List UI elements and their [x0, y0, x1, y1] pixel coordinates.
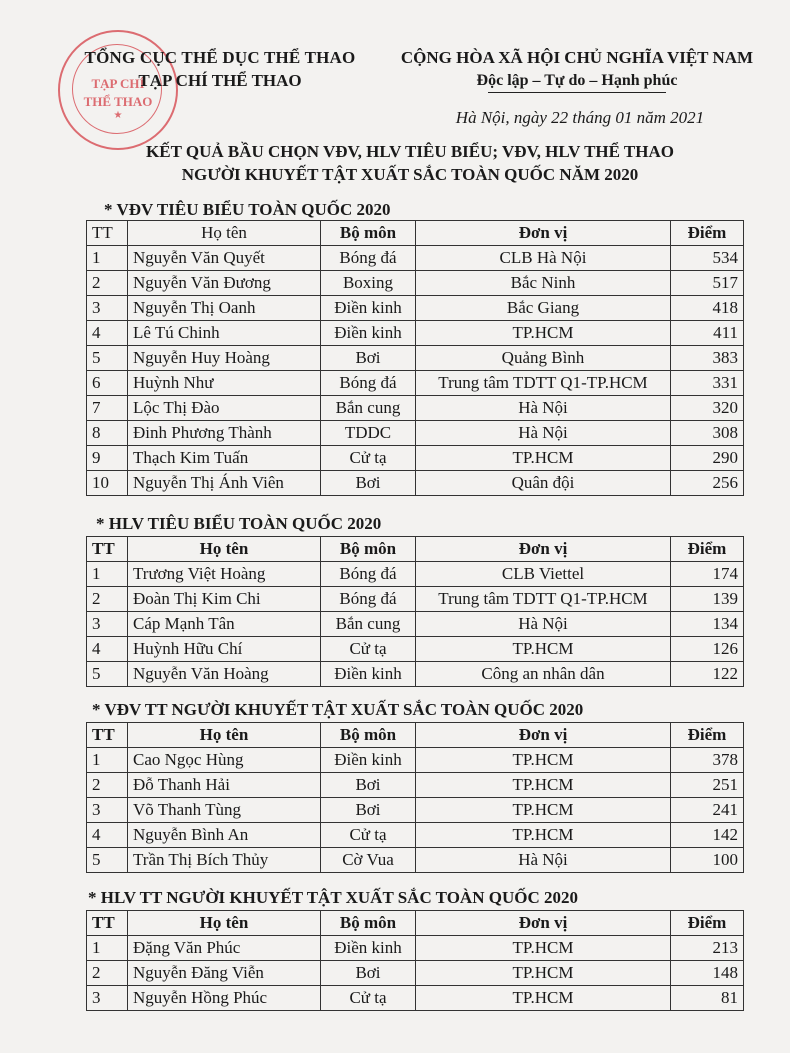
- row-number: 7: [87, 396, 128, 421]
- unit-cell: Hà Nội: [416, 421, 671, 446]
- row-number: 6: [87, 371, 128, 396]
- sport-cell: Điền kinh: [321, 662, 416, 687]
- row-number: 2: [87, 961, 128, 986]
- points-cell: 174: [671, 562, 744, 587]
- section-title-coaches: * HLV TIÊU BIỂU TOÀN QUỐC 2020: [96, 514, 382, 533]
- table-header-row: [87, 537, 744, 562]
- table-header-row: [87, 723, 744, 748]
- magazine-name: TẠP CHÍ THỂ THAO: [138, 71, 302, 90]
- sport-cell: Điền kinh: [321, 936, 416, 961]
- row-number: 3: [87, 296, 128, 321]
- person-name: Lê Tú Chinh: [128, 321, 321, 346]
- person-name: Nguyễn Bình An: [128, 823, 321, 848]
- points-cell: 331: [671, 371, 744, 396]
- person-name: Nguyễn Thị Oanh: [128, 296, 321, 321]
- section-title-disabled-coaches: * HLV TT NGƯỜI KHUYẾT TẬT XUẤT SẮC TOÀN QUỐC 2020: [88, 888, 578, 907]
- table-row: [87, 321, 744, 346]
- sport-cell: Bóng đá: [321, 562, 416, 587]
- row-number: 9: [87, 446, 128, 471]
- sport-cell: TDDC: [321, 421, 416, 446]
- sport-cell: Bắn cung: [321, 612, 416, 637]
- points-cell: 139: [671, 587, 744, 612]
- stamp-line2: THỂ THAO: [83, 94, 153, 109]
- table-row: [87, 936, 744, 961]
- table-row: [87, 562, 744, 587]
- row-number: 4: [87, 321, 128, 346]
- table-row: [87, 748, 744, 773]
- points-cell: 142: [671, 823, 744, 848]
- national-motto: Độc lập – Tự do – Hạnh phúc: [476, 72, 678, 89]
- row-number: 3: [87, 986, 128, 1011]
- col-unit: Đơn vị: [416, 911, 671, 936]
- row-number: 5: [87, 662, 128, 687]
- coaches-table: [86, 536, 744, 687]
- points-cell: 418: [671, 296, 744, 321]
- unit-cell: Hà Nội: [416, 396, 671, 421]
- col-unit: Đơn vị: [416, 221, 671, 246]
- points-cell: 290: [671, 446, 744, 471]
- sport-cell: Cử tạ: [321, 986, 416, 1011]
- table-row: [87, 296, 744, 321]
- table-header-row: [87, 911, 744, 936]
- person-name: Nguyễn Huy Hoàng: [128, 346, 321, 371]
- table-row: [87, 798, 744, 823]
- person-name: Nguyễn Văn Đương: [128, 271, 321, 296]
- points-cell: 122: [671, 662, 744, 687]
- sport-cell: Bóng đá: [321, 246, 416, 271]
- sport-cell: Điền kinh: [321, 296, 416, 321]
- section-title-disabled-athletes: * VĐV TT NGƯỜI KHUYẾT TẬT XUẤT SẮC TOÀN QUỐC 2020: [92, 700, 584, 719]
- sport-cell: Bơi: [321, 773, 416, 798]
- unit-cell: TP.HCM: [416, 748, 671, 773]
- row-number: 2: [87, 587, 128, 612]
- table-row: [87, 271, 744, 296]
- unit-cell: CLB Hà Nội: [416, 246, 671, 271]
- person-name: Thạch Kim Tuấn: [128, 446, 321, 471]
- table-row: [87, 773, 744, 798]
- table-row: [87, 986, 744, 1011]
- points-cell: 148: [671, 961, 744, 986]
- table-header-row: [87, 221, 744, 246]
- person-name: Trần Thị Bích Thủy: [128, 848, 321, 873]
- col-sport: Bộ môn: [321, 537, 416, 562]
- unit-cell: Hà Nội: [416, 612, 671, 637]
- sport-cell: Cử tạ: [321, 446, 416, 471]
- row-number: 8: [87, 421, 128, 446]
- points-cell: 411: [671, 321, 744, 346]
- points-cell: 256: [671, 471, 744, 496]
- col-tt: TT: [87, 911, 128, 936]
- col-points: Điểm: [671, 221, 744, 246]
- table-row: [87, 823, 744, 848]
- unit-cell: Trung tâm TDTT Q1-TP.HCM: [416, 587, 671, 612]
- person-name: Đinh Phương Thành: [128, 421, 321, 446]
- row-number: 5: [87, 848, 128, 873]
- table-row: [87, 587, 744, 612]
- table-row: [87, 471, 744, 496]
- agency-name: TỔNG CỤC THỂ DỤC THỂ THAO: [84, 48, 356, 67]
- points-cell: 213: [671, 936, 744, 961]
- col-tt: TT: [87, 723, 128, 748]
- col-unit: Đơn vị: [416, 537, 671, 562]
- unit-cell: CLB Viettel: [416, 562, 671, 587]
- points-cell: 126: [671, 637, 744, 662]
- sport-cell: Bơi: [321, 961, 416, 986]
- col-points: Điểm: [671, 911, 744, 936]
- issuer-header: [60, 48, 380, 91]
- document-date: Hà Nội, ngày 22 tháng 01 năm 2021: [455, 108, 705, 127]
- row-number: 2: [87, 773, 128, 798]
- person-name: Cao Ngọc Hùng: [128, 748, 321, 773]
- row-number: 1: [87, 562, 128, 587]
- col-points: Điểm: [671, 537, 744, 562]
- col-sport: Bộ môn: [321, 723, 416, 748]
- person-name: Đỗ Thanh Hải: [128, 773, 321, 798]
- points-cell: 308: [671, 421, 744, 446]
- unit-cell: TP.HCM: [416, 446, 671, 471]
- person-name: Nguyễn Văn Quyết: [128, 246, 321, 271]
- disabled-athletes-table: [86, 722, 744, 873]
- points-cell: 517: [671, 271, 744, 296]
- unit-cell: Trung tâm TDTT Q1-TP.HCM: [416, 371, 671, 396]
- sport-cell: Bóng đá: [321, 371, 416, 396]
- republic-name: CỘNG HÒA XÃ HỘI CHỦ NGHĨA VIỆT NAM: [400, 48, 754, 67]
- unit-cell: TP.HCM: [416, 321, 671, 346]
- col-name: Họ tên: [128, 723, 321, 748]
- person-name: Trương Việt Hoàng: [128, 562, 321, 587]
- person-name: Võ Thanh Tùng: [128, 798, 321, 823]
- sport-cell: Boxing: [321, 271, 416, 296]
- unit-cell: Công an nhân dân: [416, 662, 671, 687]
- points-cell: 100: [671, 848, 744, 873]
- stamp-line1: TẠP CHÍ: [91, 76, 145, 91]
- stamp-star-icon: ★: [113, 110, 123, 121]
- col-unit: Đơn vị: [416, 723, 671, 748]
- unit-cell: TP.HCM: [416, 823, 671, 848]
- row-number: 4: [87, 637, 128, 662]
- unit-cell: TP.HCM: [416, 986, 671, 1011]
- points-cell: 241: [671, 798, 744, 823]
- points-cell: 383: [671, 346, 744, 371]
- person-name: Nguyễn Hồng Phúc: [128, 986, 321, 1011]
- document-title: [60, 140, 760, 186]
- col-name: Họ tên: [128, 221, 321, 246]
- col-tt: TT: [87, 221, 128, 246]
- row-number: 3: [87, 798, 128, 823]
- table-row: [87, 371, 744, 396]
- sport-cell: Điền kinh: [321, 748, 416, 773]
- national-header: [372, 48, 782, 93]
- athletes-table: [86, 220, 744, 496]
- person-name: Nguyễn Thị Ánh Viên: [128, 471, 321, 496]
- unit-cell: Hà Nội: [416, 848, 671, 873]
- points-cell: 251: [671, 773, 744, 798]
- row-number: 1: [87, 936, 128, 961]
- person-name: Huỳnh Hữu Chí: [128, 637, 321, 662]
- table-row: [87, 421, 744, 446]
- person-name: Huỳnh Như: [128, 371, 321, 396]
- table-row: [87, 446, 744, 471]
- unit-cell: Bắc Ninh: [416, 271, 671, 296]
- col-name: Họ tên: [128, 537, 321, 562]
- points-cell: 378: [671, 748, 744, 773]
- unit-cell: TP.HCM: [416, 637, 671, 662]
- section-title-athletes: * VĐV TIÊU BIỂU TOÀN QUỐC 2020: [104, 200, 391, 219]
- disabled-coaches-table: [86, 910, 744, 1011]
- sport-cell: Bóng đá: [321, 587, 416, 612]
- sport-cell: Bơi: [321, 471, 416, 496]
- points-cell: 320: [671, 396, 744, 421]
- row-number: 4: [87, 823, 128, 848]
- table-row: [87, 662, 744, 687]
- unit-cell: TP.HCM: [416, 961, 671, 986]
- col-sport: Bộ môn: [321, 911, 416, 936]
- row-number: 5: [87, 346, 128, 371]
- table-row: [87, 848, 744, 873]
- person-name: Nguyễn Đăng Viễn: [128, 961, 321, 986]
- table-row: [87, 396, 744, 421]
- table-row: [87, 961, 744, 986]
- col-sport: Bộ môn: [321, 221, 416, 246]
- sport-cell: Điền kinh: [321, 321, 416, 346]
- table-row: [87, 346, 744, 371]
- unit-cell: TP.HCM: [416, 773, 671, 798]
- unit-cell: TP.HCM: [416, 936, 671, 961]
- sport-cell: Bơi: [321, 798, 416, 823]
- motto-underline: [488, 92, 666, 93]
- col-name: Họ tên: [128, 911, 321, 936]
- table-row: [87, 246, 744, 271]
- person-name: Đặng Văn Phúc: [128, 936, 321, 961]
- sport-cell: Cử tạ: [321, 823, 416, 848]
- title-line-2: NGƯỜI KHUYẾT TẬT XUẤT SẮC TOÀN QUỐC NĂM 2020: [181, 165, 639, 184]
- unit-cell: Quân đội: [416, 471, 671, 496]
- col-tt: TT: [87, 537, 128, 562]
- points-cell: 534: [671, 246, 744, 271]
- person-name: Nguyễn Văn Hoàng: [128, 662, 321, 687]
- sport-cell: Bắn cung: [321, 396, 416, 421]
- table-row: [87, 612, 744, 637]
- person-name: Đoàn Thị Kim Chi: [128, 587, 321, 612]
- unit-cell: Bắc Giang: [416, 296, 671, 321]
- col-points: Điểm: [671, 723, 744, 748]
- row-number: 1: [87, 748, 128, 773]
- title-line-1: KẾT QUẢ BẦU CHỌN VĐV, HLV TIÊU BIỂU; VĐV, HLV THỂ THAO: [146, 142, 674, 161]
- points-cell: 81: [671, 986, 744, 1011]
- sport-cell: Bơi: [321, 346, 416, 371]
- row-number: 10: [87, 471, 128, 496]
- points-cell: 134: [671, 612, 744, 637]
- unit-cell: Quảng Bình: [416, 346, 671, 371]
- row-number: 2: [87, 271, 128, 296]
- unit-cell: TP.HCM: [416, 798, 671, 823]
- sport-cell: Cờ Vua: [321, 848, 416, 873]
- person-name: Lộc Thị Đào: [128, 396, 321, 421]
- row-number: 3: [87, 612, 128, 637]
- sport-cell: Cử tạ: [321, 637, 416, 662]
- person-name: Cáp Mạnh Tân: [128, 612, 321, 637]
- table-row: [87, 637, 744, 662]
- row-number: 1: [87, 246, 128, 271]
